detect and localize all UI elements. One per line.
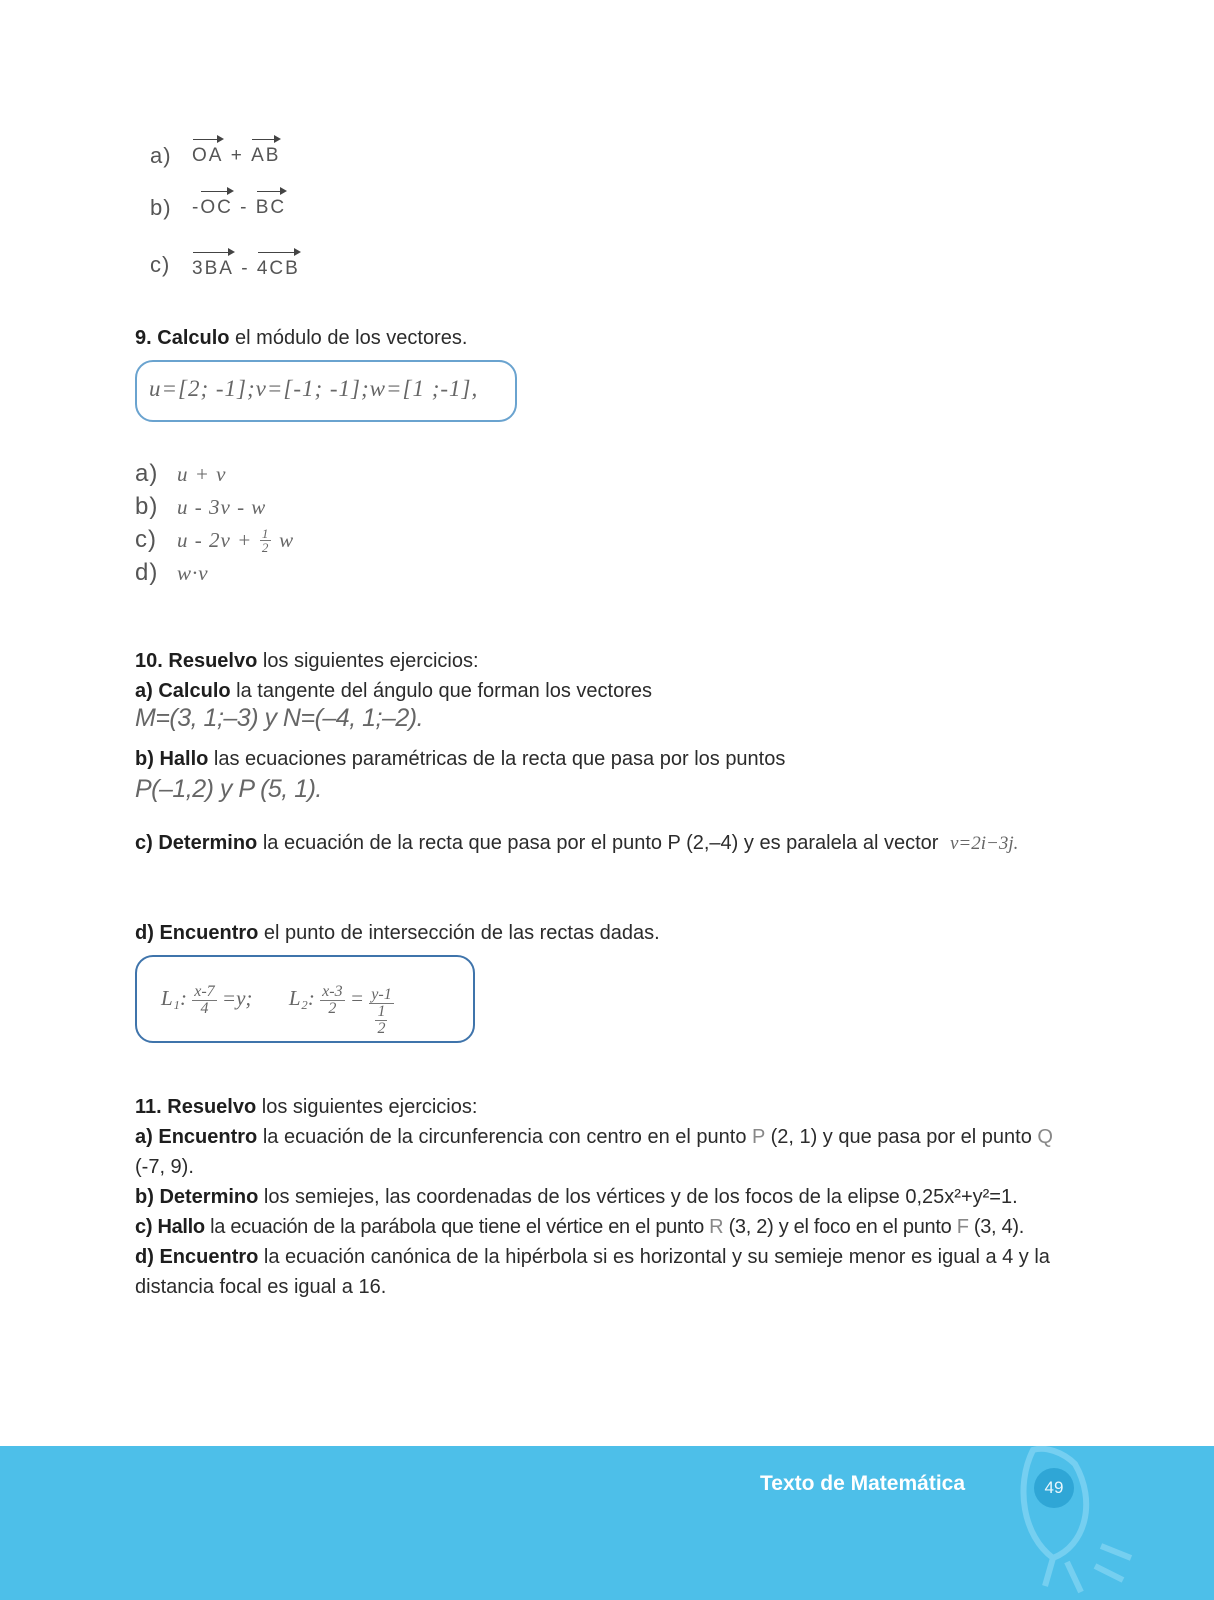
- question-text: los siguientes ejercicios:: [257, 650, 479, 672]
- operator: -: [232, 197, 256, 218]
- item-label: b): [150, 195, 172, 220]
- q9-item-a: [135, 460, 294, 493]
- fraction-denominator: 4: [200, 999, 209, 1017]
- q11-heading: [135, 1092, 1065, 1122]
- item-verb: Determino: [159, 1186, 259, 1208]
- q10-heading: [135, 646, 1075, 676]
- item-label: c): [150, 252, 171, 277]
- equals-sign: =: [349, 985, 365, 1010]
- vector-4cb: 4CB: [256, 258, 300, 279]
- point-r: R: [709, 1216, 724, 1238]
- q9-heading: [135, 323, 1075, 353]
- item-verb: Determino: [158, 832, 258, 854]
- fraction-numerator: 1: [261, 526, 270, 542]
- item-label: c): [135, 526, 157, 553]
- book-title: Texto de Matemática: [760, 1472, 966, 1495]
- item-label: a): [135, 680, 153, 702]
- fraction-denominator: 2: [328, 999, 337, 1017]
- question-verb: Resuelvo: [167, 1096, 257, 1118]
- q10-d: [135, 918, 1075, 948]
- question-verb: Calculo: [157, 327, 230, 349]
- item-label: b): [135, 493, 159, 520]
- item-expression: u + v: [177, 462, 227, 486]
- prefix: -: [192, 197, 201, 218]
- vector-ab: AB: [251, 145, 281, 166]
- item-label: a): [135, 460, 159, 487]
- vector-bc: BC: [255, 197, 287, 218]
- inner-fraction: [375, 1004, 387, 1037]
- q10-c: [135, 828, 1135, 859]
- q10-a: [135, 676, 1075, 706]
- item-label: a): [150, 143, 172, 168]
- item-text: las ecuaciones paramétricas de la recta que pasa por los puntos: [208, 748, 786, 770]
- point-f: F: [956, 1216, 969, 1238]
- item-label: b): [135, 1186, 154, 1208]
- item-verb: Hallo: [157, 1216, 205, 1238]
- q11-d: [135, 1242, 1065, 1302]
- question-text: los siguientes ejercicios:: [256, 1096, 478, 1118]
- item-label: c): [135, 1216, 153, 1238]
- item-label: d): [135, 1246, 154, 1268]
- fraction-denominator: 2: [261, 540, 270, 556]
- item-verb: Encuentro: [159, 922, 259, 944]
- point-q: Q: [1037, 1126, 1053, 1148]
- item-expression: u - 2v +: [177, 528, 253, 552]
- item-verb: Encuentro: [159, 1246, 259, 1268]
- q11-b: [135, 1182, 1065, 1212]
- lines-equations: [161, 975, 394, 1037]
- rocket-icon: [1005, 1446, 1145, 1600]
- q11-a: [135, 1122, 1065, 1182]
- item-label: d): [135, 559, 159, 586]
- item-text: (2, 1) y que pasa por el punto: [765, 1126, 1032, 1148]
- question-number: 11.: [135, 1096, 162, 1118]
- q9-item-d: [135, 559, 294, 592]
- item-label: a): [135, 1126, 153, 1148]
- fraction-numerator: x-3: [322, 982, 343, 1000]
- q10-a-math: M=(3, 1;–3) y N=(–4, 1;–2).: [135, 704, 424, 732]
- line-1-tail: =y;: [221, 985, 253, 1010]
- question-number: 10.: [135, 650, 163, 672]
- given-vectors: u=[2; -1];v=[-1; -1];w=[1 ;-1],: [149, 376, 479, 401]
- q10-b: [135, 744, 1075, 774]
- q11-c: [135, 1212, 1065, 1242]
- vector-v-math: v=2i−3j.: [950, 833, 1019, 854]
- vector-expression: [192, 197, 286, 219]
- q11: [135, 1092, 1065, 1302]
- item-expression: u - 3v - w: [177, 495, 267, 519]
- fraction-numerator: x-7: [194, 982, 215, 1000]
- question-text: el módulo de los vectores.: [229, 327, 468, 349]
- fraction-half: [260, 527, 272, 554]
- point-p: P: [752, 1126, 766, 1148]
- item-text: la tangente del ángulo que forman los vectores: [230, 680, 652, 702]
- page-number: 49: [1034, 1468, 1074, 1508]
- vector-oc: OC: [200, 197, 233, 218]
- item-text: (-7, 9).: [135, 1156, 194, 1178]
- item-expression-tail: w: [279, 528, 295, 552]
- item-text: el punto de intersección de las rectas dadas.: [258, 922, 660, 944]
- item-verb: Calculo: [158, 680, 231, 702]
- operator: +: [223, 145, 252, 166]
- given-vectors-box: [135, 360, 517, 422]
- line-2-name: L₂:: [288, 985, 315, 1010]
- item-text: la ecuación de la circunferencia con centro en el punto: [257, 1126, 753, 1148]
- item-text: los semiejes, las coordenadas de los vértices y de los focos de la elipse 0,25x²+y²=1.: [258, 1186, 1018, 1208]
- item-text: la ecuación de la parábola que tiene el vértice en el punto: [204, 1216, 710, 1238]
- line-2-fraction: [320, 984, 344, 1017]
- vector-expression: [192, 258, 300, 280]
- item-label: d): [135, 922, 154, 944]
- item-verb: Hallo: [159, 748, 209, 770]
- operator: -: [233, 258, 257, 279]
- q9-item-b: [135, 493, 294, 526]
- item-text: la ecuación canónica de la hipérbola si es horizontal y su semieje menor es igual a 4 y la distancia focal es igual a 16.: [135, 1246, 1050, 1298]
- line-1-name: L₁:: [161, 985, 187, 1010]
- item-label: c): [135, 832, 153, 854]
- vector-expression: [192, 145, 280, 167]
- item-label: b): [135, 748, 154, 770]
- vector-3ba: 3BA: [192, 258, 234, 279]
- q10-b-math: P(–1,2) y P (5, 1).: [135, 775, 322, 803]
- q9-items: [135, 460, 294, 592]
- line-1-fraction: [192, 984, 216, 1017]
- lines-box: [135, 955, 475, 1043]
- fraction-denominator: [369, 1004, 393, 1037]
- item-expression: w·v: [177, 561, 209, 585]
- item-verb: Encuentro: [158, 1126, 258, 1148]
- question-verb: Resuelvo: [168, 650, 258, 672]
- question-number: 9.: [135, 327, 152, 349]
- vector-oa: OA: [192, 145, 224, 166]
- q9-item-c: [135, 526, 294, 559]
- item-text: (3, 4).: [968, 1216, 1025, 1238]
- item-text: la ecuación de la recta que pasa por el punto P (2,–4) y es paralela al vector: [257, 832, 939, 854]
- fraction-numerator: y-1: [371, 986, 392, 1003]
- page-footer: [0, 1446, 1214, 1600]
- item-text: (3, 2) y el foco en el punto: [723, 1216, 957, 1238]
- fraction-numerator: 1: [377, 1003, 386, 1020]
- fraction-denominator: 2: [377, 1020, 386, 1037]
- line-2-right-fraction: [369, 987, 393, 1037]
